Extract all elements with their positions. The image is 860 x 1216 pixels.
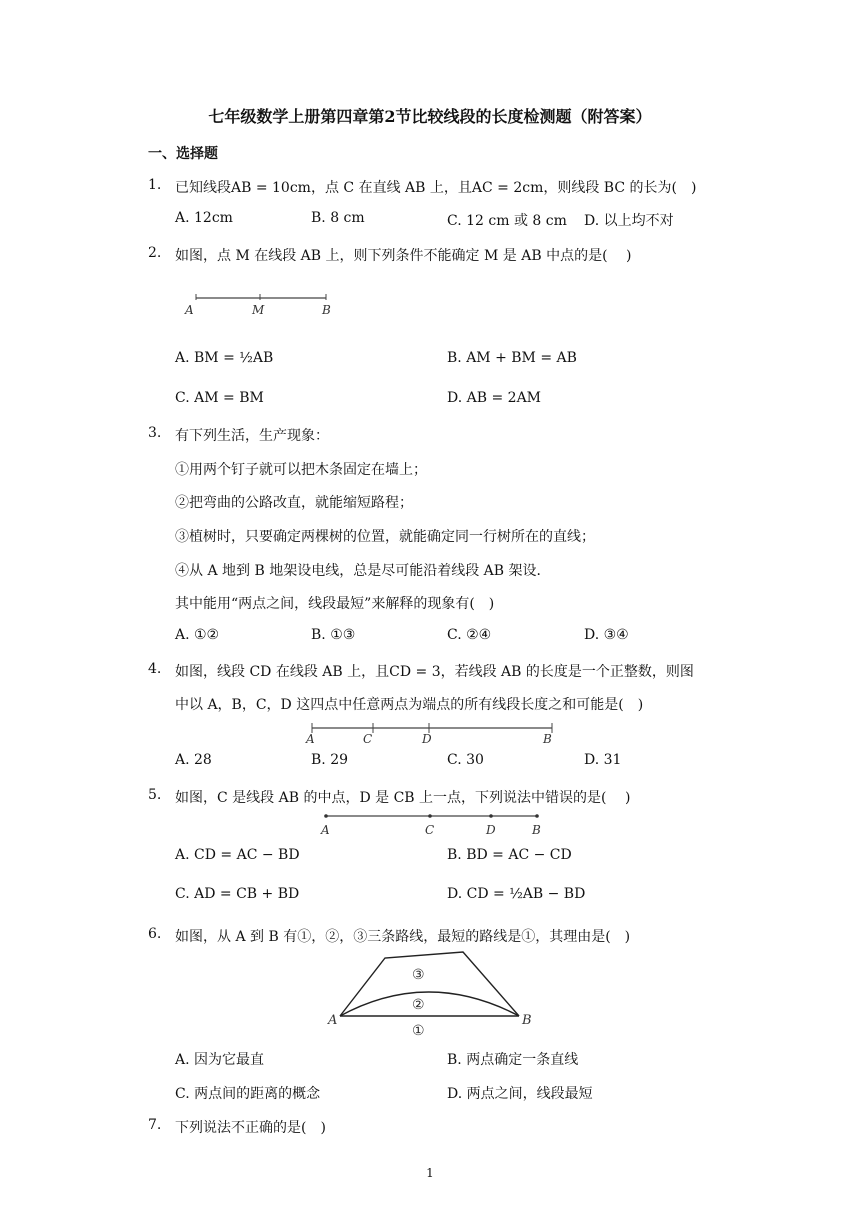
option-b: B. 29 <box>311 752 349 768</box>
question-number: 1. <box>148 177 162 193</box>
page-number: 1 <box>426 1166 434 1180</box>
route-label-2: ② <box>412 997 425 1013</box>
question-text: 如图，线段 CD 在线段 AB 上，且CD = 3，若线段 AB 的长度是一个正整数，则图 <box>175 664 694 680</box>
option-c: C. 30 <box>447 752 484 768</box>
option-a: A. 12cm <box>175 210 233 226</box>
statement-2: ②把弯曲的公路改直，就能缩短路程； <box>175 495 413 511</box>
question-number: 3. <box>148 425 162 441</box>
point-label-c: C <box>363 732 373 746</box>
point-label-a: A <box>321 823 330 837</box>
option-a: A. ①② <box>175 627 220 643</box>
option-d: D. ③④ <box>584 627 629 643</box>
point-label-a: A <box>306 732 315 746</box>
point-label-b: B <box>543 732 552 746</box>
segment-figure-q4 <box>300 718 570 746</box>
point-label-a: A <box>328 1013 338 1028</box>
segment-figure-q5 <box>315 808 555 838</box>
statement-4: ④从 A 地到 B 地架设电线，总是尽可能沿着线段 AB 架设． <box>175 563 551 579</box>
option-d: D. 以上均不对 <box>584 213 674 229</box>
option-d: D. 31 <box>584 752 622 768</box>
statement-3: ③植树时，只要确定两棵树的位置，就能确定同一行树所在的直线； <box>175 529 595 545</box>
point-label-m: M <box>252 303 265 317</box>
point-label-a: A <box>185 303 194 317</box>
option-c: C. AD = CB + BD <box>175 886 300 902</box>
option-a: A. BM = ½AB <box>175 350 274 366</box>
question-number: 7. <box>148 1117 162 1133</box>
segment-figure-q2 <box>180 286 340 320</box>
point-label-b: B <box>522 1013 532 1028</box>
question-text-cont: 中以 A，B，C，D 这四点中任意两点为端点的所有线段长度之和可能是( ) <box>175 697 644 713</box>
option-c: C. ②④ <box>447 627 492 643</box>
option-b: B. BD = AC − CD <box>447 847 572 863</box>
question-number: 2. <box>148 245 162 261</box>
statement-1: ①用两个钉子就可以把木条固定在墙上； <box>175 462 427 478</box>
question-text: 如图，点 M 在线段 AB 上，则下列条件不能确定 M 是 AB 中点的是( ) <box>175 248 632 264</box>
option-c: C. AM = BM <box>175 390 264 406</box>
question-number: 4. <box>148 661 162 677</box>
point-label-d: D <box>486 823 496 837</box>
page-title: 七年级数学上册第四章第2节比较线段的长度检测题（附答案） <box>208 107 652 126</box>
route-label-3: ③ <box>412 967 425 983</box>
option-d: D. AB = 2AM <box>447 390 542 406</box>
option-a: A. 28 <box>175 752 212 768</box>
question-text: 如图，从 A 到 B 有①，②，③三条路线，最短的路线是①，其理由是( ) <box>175 929 631 945</box>
option-d: D. CD = ½AB − BD <box>447 886 586 902</box>
question-text: 有下列生活，生产现象： <box>175 428 329 444</box>
option-b: B. AM + BM = AB <box>447 350 577 366</box>
question-text: 下列说法不正确的是( ) <box>175 1120 326 1136</box>
point-label-d: D <box>422 732 432 746</box>
route-label-1: ① <box>412 1023 425 1039</box>
option-b: B. 两点确定一条直线 <box>447 1052 579 1068</box>
option-b: B. 8 cm <box>311 210 365 226</box>
point-label-c: C <box>425 823 435 837</box>
routes-figure-q6 <box>318 948 543 1040</box>
option-b: B. ①③ <box>311 627 356 643</box>
option-c: C. 12 cm 或 8 cm <box>447 213 567 229</box>
question-number: 6. <box>148 926 162 942</box>
point-label-b: B <box>532 823 541 837</box>
question-number: 5. <box>148 787 162 803</box>
option-c: C. 两点间的距离的概念 <box>175 1086 321 1102</box>
question-text: 如图，C 是线段 AB 的中点，D 是 CB 上一点，下列说法中错误的是( ) <box>175 790 631 806</box>
option-d: D. 两点之间，线段最短 <box>447 1086 593 1102</box>
option-a: A. 因为它最直 <box>175 1052 265 1068</box>
question-text: 已知线段AB = 10cm，点 C 在直线 AB 上，且AC = 2cm，则线段 BC 的长为( ) <box>175 180 697 196</box>
section-heading: 一、选择题 <box>148 146 218 162</box>
question-prompt: 其中能用“两点之间，线段最短”来解释的现象有( ) <box>175 596 495 612</box>
option-a: A. CD = AC − BD <box>175 847 300 863</box>
point-label-b: B <box>322 303 331 317</box>
